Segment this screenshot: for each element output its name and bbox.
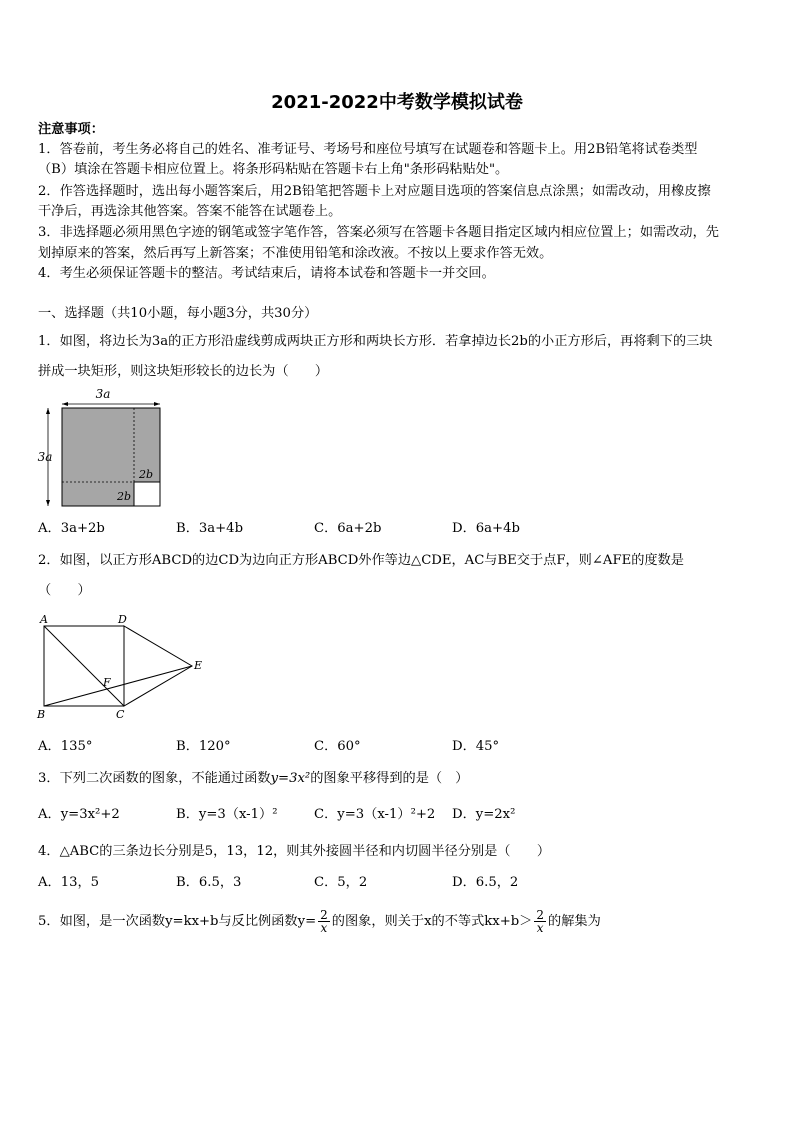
q1-option-d: D．6a+4b: [452, 521, 520, 536]
q5-part2: 的图象，则关于x的不等式kx+b＞: [331, 914, 533, 929]
q4-option-c: C．5，2: [314, 875, 368, 890]
q3-suffix: 的图象平移得到的是（ ）: [310, 771, 469, 786]
q1-label-small: 2b: [116, 490, 132, 503]
q1-option-a: A．3a+2b: [38, 521, 105, 536]
notice-line: 干净后，再选涂其他答案。答案不能答在试题卷上。: [38, 204, 342, 219]
q4-option-d: D．6.5，2: [452, 875, 519, 890]
q3-function: y=3x²: [270, 771, 311, 786]
q1-text: 拼成一块矩形，则这块矩形较长的边长为（ ）: [38, 364, 329, 379]
q1-label-left: 3a: [37, 450, 53, 464]
q2-option-b: B．120°: [176, 739, 231, 754]
q1-option-c: C．6a+2b: [314, 521, 382, 536]
q2-label-d: D: [118, 613, 127, 626]
q1-removed-square: [134, 482, 160, 506]
notice-line: （B）填涂在答题卡相应位置上。将条形码粘贴在答题卡右上角"条形码粘贴处"。: [38, 162, 509, 177]
q1-label-top: 3a: [95, 387, 111, 401]
notice-heading: 注意事项：: [38, 122, 104, 137]
q5-fraction-numerator: 2: [320, 908, 328, 922]
notice-line: 2．作答选择题时，选出每小题答案后，用2B铅笔把答题卡上对应题目选项的答案信息点涂黑；如需改动，用橡皮擦: [38, 184, 711, 199]
q2-figure: [36, 612, 208, 724]
q3-option-c: C．y=3（x-1）²+2: [314, 807, 436, 822]
q5-fraction-numerator: 2: [536, 908, 545, 922]
q3-option-a: A．y=3x²+2: [38, 807, 120, 822]
q5-fraction-denominator: x: [320, 921, 328, 935]
q1-option-b: B．3a+4b: [176, 521, 244, 536]
q5-text: [38, 908, 758, 936]
q2-label-c: C: [116, 708, 125, 721]
q5-part1: 5．如图，是一次函数y=kx+b与反比例函数y=: [38, 914, 317, 929]
q4-text: 4．△ABC的三条边长分别是5，13，12，则其外接圆半径和内切圆半径分别是（ ）: [38, 844, 551, 859]
q2-option-d: D．45°: [452, 739, 500, 754]
q3-option-b: B．y=3（x-1）²: [176, 807, 278, 822]
q1-label-small: 2b: [138, 468, 154, 481]
q5-fraction: [318, 909, 330, 934]
q2-option-a: A．135°: [38, 739, 93, 754]
q2-label-e: E: [194, 659, 203, 672]
q4-option-a: A．13，5: [38, 875, 100, 890]
notice-line: 3．非选择题必须用黑色字迹的钢笔或签字笔作答，答案必须写在答题卡各题目指定区域内相应位置上；如需改动，先: [38, 225, 719, 240]
q5-fraction-denominator: x: [536, 921, 544, 935]
q2-label-b: B: [37, 708, 46, 721]
q2-label-f: F: [103, 676, 111, 689]
q1-text: 1．如图，将边长为3a的正方形沿虚线剪成两块正方形和两块长方形．若拿掉边长2b的小正方形后，再将剩下的三块: [38, 334, 713, 349]
q5-part3: 的解集为: [548, 914, 601, 929]
q3-option-d: D．y=2x²: [452, 807, 516, 822]
section-heading: 一、选择题（共10小题，每小题3分，共30分）: [38, 306, 318, 321]
notice-line: 1．答卷前，考生务必将自己的姓名、准考证号、考场号和座位号填写在试题卷和答题卡上。用2B铅笔将试卷类型: [38, 142, 698, 157]
q1-figure: [34, 384, 174, 510]
q2-option-c: C．60°: [314, 739, 361, 754]
q2-text: （ ）: [38, 583, 91, 598]
q2-text: 2．如图，以正方形ABCD的边CD为边向正方形ABCD外作等边△CDE，AC与BE交于点F，则∠AFE的度数是: [38, 553, 684, 568]
page-title: 2021-2022中考数学模拟试卷: [271, 92, 523, 113]
q4-option-b: B．6.5，3: [176, 875, 242, 890]
q2-label-a: A: [40, 613, 48, 626]
q5-fraction: [534, 909, 546, 934]
notice-line: 划掉原来的答案，然后再写上新答案；不准使用铅笔和涂改液。不按以上要求作答无效。: [38, 246, 553, 261]
q3-text: [38, 770, 758, 788]
q3-prefix: 3．下列二次函数的图象，不能通过函数: [38, 771, 271, 786]
notice-line: 4．考生必须保证答题卡的整洁。考试结束后，请将本试卷和答题卡一并交回。: [38, 266, 495, 281]
